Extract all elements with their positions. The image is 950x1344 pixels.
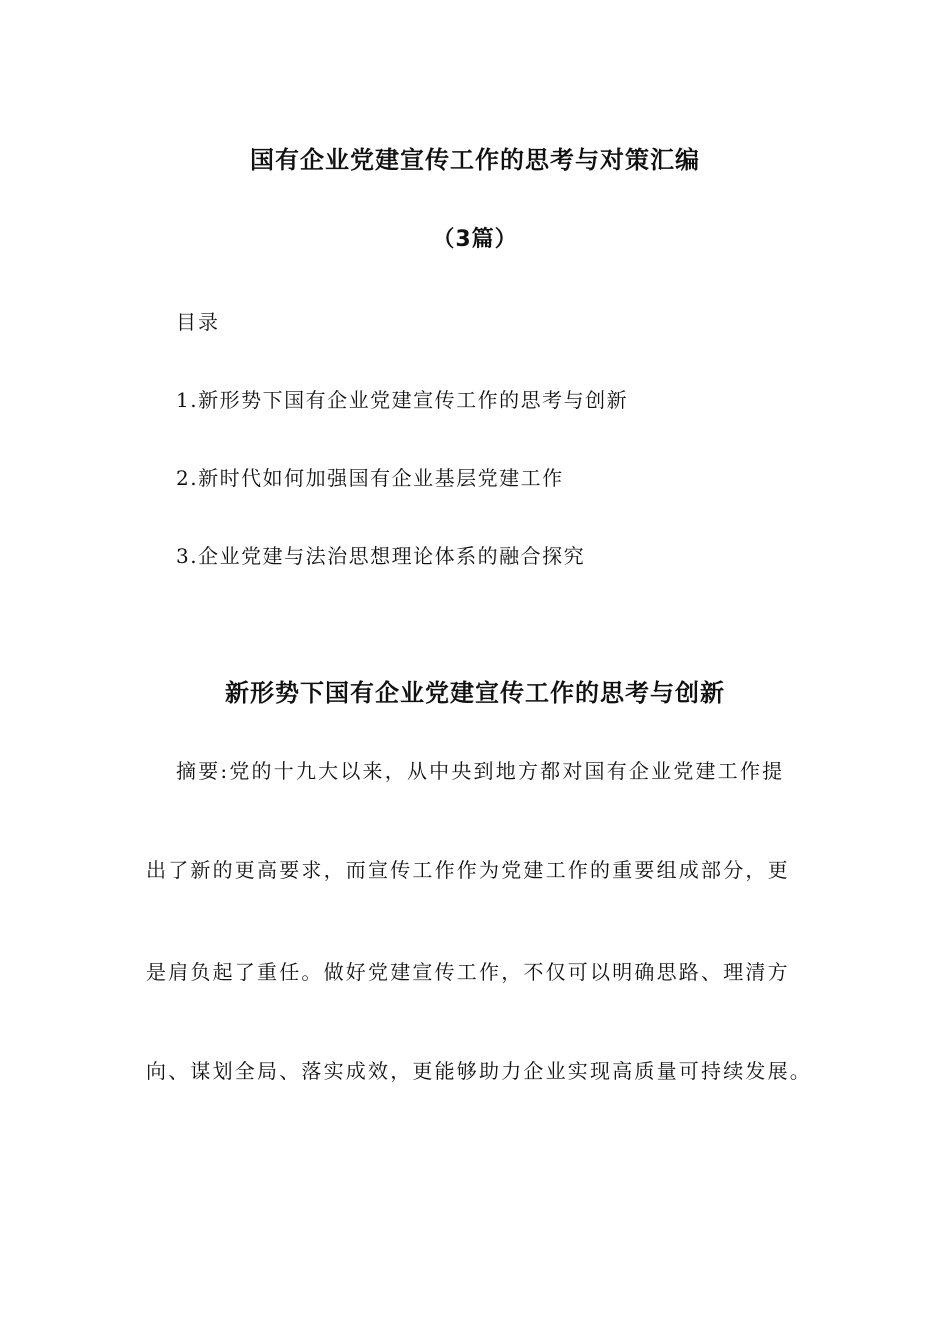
abstract-line: 向、谋划全局、落实成效，更能够助力企业实现高质量可持续发展。 bbox=[146, 1059, 812, 1083]
document-title: 国有企业党建宣传工作的思考与对策汇编 bbox=[250, 146, 700, 174]
toc-item: 2.新时代如何加强国有企业基层党建工作 bbox=[176, 466, 564, 490]
document-count-label: （3篇） bbox=[432, 227, 518, 252]
toc-heading: 目录 bbox=[176, 310, 220, 334]
section-title: 新形势下国有企业党建宣传工作的思考与创新 bbox=[225, 679, 725, 707]
abstract-line: 出了新的更高要求，而宣传工作作为党建工作的重要组成部分，更 bbox=[146, 858, 790, 882]
toc-item: 1.新形势下国有企业党建宣传工作的思考与创新 bbox=[176, 388, 629, 412]
abstract-line: 是肩负起了重任。做好党建宣传工作，不仅可以明确思路、理清方 bbox=[146, 960, 790, 984]
toc-item: 3.企业党建与法治思想理论体系的融合探究 bbox=[176, 544, 586, 568]
abstract-line: 摘要:党的十九大以来，从中央到地方都对国有企业党建工作提 bbox=[176, 759, 785, 783]
